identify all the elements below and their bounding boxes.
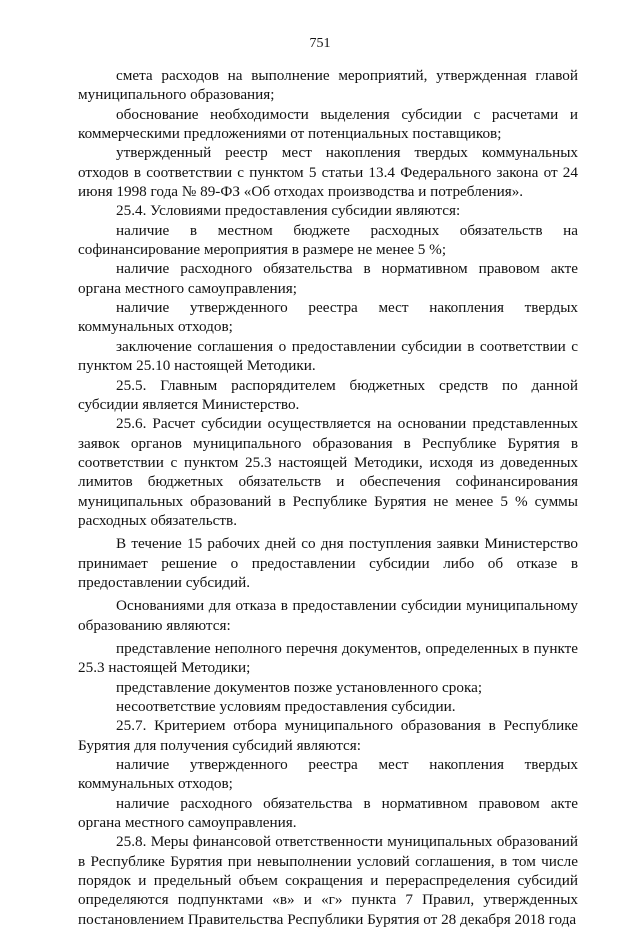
- paragraph: наличие утвержденного реестра мест накопления твердых коммунальных отходов;: [78, 299, 578, 336]
- paragraph: представление документов позже установленного срока;: [116, 678, 483, 696]
- document-body: [78, 66, 578, 929]
- paragraph: утвержденный реестр мест накопления твердых коммунальных отходов в соответствии с пунктом 5 статьи 13.4 Федерального закона от 24 июня 1998 года № 89-ФЗ «Об отходах производства и потребления».: [78, 144, 578, 201]
- paragraph: 25.6. Расчет субсидии осуществляется на основании представленных заявок органов муниципального образования в Республике Бурятия в соответствии с пунктом 25.3 настоящей Методики, исходя из доведенных лимитов бюджетных обязательств и обеспечения софинансирования муниципальных образований в Республике Бурятия не менее 5 % суммы расходных обязательств.: [78, 415, 578, 529]
- paragraph: 25.8. Меры финансовой ответственности муниципальных образований в Республике Бурятия при невыполнении условий соглашения, в том числе порядок и предельный объем сокращения и перераспределения субсидий определяются подпунктами «в» и «г» пункта 7 Правил, утвержденных постановлением Правительства Республики Бурятия от 28 декабря 2018 года: [78, 833, 578, 928]
- page-number: 751: [309, 36, 331, 51]
- paragraph: смета расходов на выполнение мероприятий, утвержденная главой муниципального образования;: [78, 67, 578, 104]
- paragraph: обоснование необходимости выделения субсидии с расчетами и коммерческими предложениями от потенциальных поставщиков;: [78, 105, 578, 143]
- paragraph: Основаниями для отказа в предоставлении субсидии муниципальному образованию являются:: [78, 597, 578, 634]
- paragraph: 25.4. Условиями предоставления субсидии являются:: [116, 202, 461, 220]
- paragraph: представление неполного перечня документов, определенных в пункте 25.3 настоящей Методики;: [78, 639, 578, 677]
- paragraph: 25.7. Критерием отбора муниципального образования в Республике Бурятия для получения субсидий являются:: [78, 717, 578, 754]
- paragraph: наличие расходного обязательства в нормативном правовом акте органа местного самоуправления.: [78, 794, 578, 832]
- paragraph: несоответствие условиям предоставления субсидии.: [116, 698, 456, 715]
- paragraph: наличие утвержденного реестра мест накопления твердых коммунальных отходов;: [78, 756, 578, 793]
- paragraph: наличие в местном бюджете расходных обязательств на софинансирование мероприятия в размере не менее 5 %;: [78, 221, 578, 259]
- paragraph: 25.5. Главным распорядителем бюджетных средств по данной субсидии является Министерство.: [78, 376, 578, 413]
- paragraph: наличие расходного обязательства в нормативном правовом акте органа местного самоуправления;: [78, 260, 578, 297]
- paragraph: заключение соглашения о предоставлении субсидии в соответствии с пунктом 25.10 настоящей Методики.: [78, 337, 578, 375]
- paragraph: В течение 15 рабочих дней со дня поступления заявки Министерство принимает решение о предоставлении субсидии либо об отказе в предоставлении субсидий.: [78, 535, 578, 591]
